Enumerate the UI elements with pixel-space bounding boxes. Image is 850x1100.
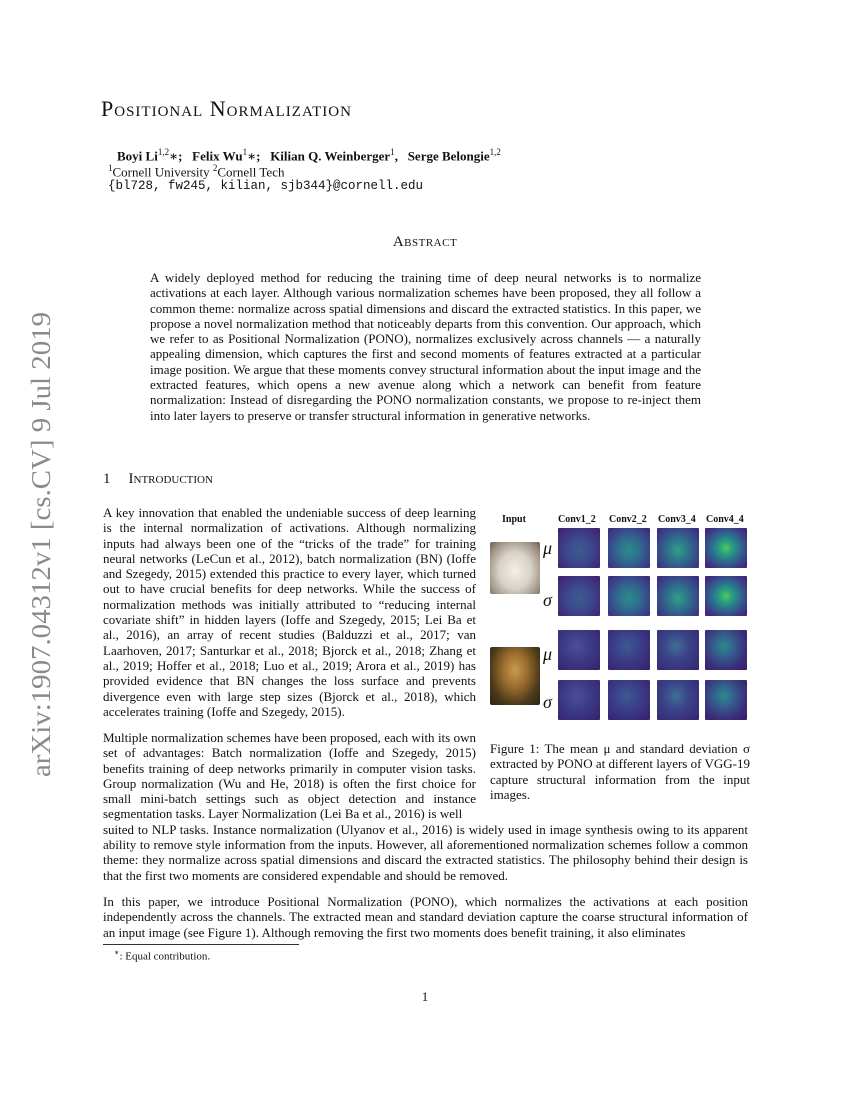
footnote-mark: ∗ [114,948,120,957]
author-emails: {bl728, fw245, kilian, sjb344}@cornell.edu [108,179,424,193]
feature-map [705,528,747,568]
author-affil: 1,2 [489,147,501,157]
feature-map [558,680,600,720]
affil-sup: 1 [108,163,113,173]
abstract-heading: Abstract [392,234,458,250]
paper-title: Positional Normalization [101,96,352,121]
arxiv-stamp-text: arXiv:1907.04312v1 [cs.CV] 9 Jul 2019 [26,342,56,777]
figure-1 [488,512,758,727]
paragraph: In this paper, we introduce Positional Normalization (PONO), which normalizes the activations at each position independently across the channels. The extracted mean and standard deviation capture the coarse structural information of an input image (see Figure 1). Although removing the first two moments does benefit training, it also eliminates [103,894,748,940]
author-name: Felix Wu [192,148,243,164]
feature-map [558,630,600,670]
author-name: Boyi Li [117,148,158,164]
paragraph: A key innovation that enabled the undeniable success of deep learning is the internal normalization of activations. Although normalizing inputs had always been one of the “tricks of the trade” for training neural networks (LeCun et al., 2012), batch normalization (BN) (Ioffe and Szegedy, 2015) extended this practice to every layer, which turned out to have crucial benefits for deep networks. While the success of normalization methods was initially attributed to “reducing internal covariate shift” in hidden layers (Ioffe and Szegedy, 2015; Lei Ba et al., 2016), an array of recent studies (Balduzzi et al., 2017; van Laarhoven, 2017; Santurkar et al., 2018; Bjorck et al., 2018; Zhang et al., 2019; Hoffer et al., 2018; Luo et al., 2019; Arora et al., 2019) has provided evidence that BN changes the loss surface and prevents divergence even with large step sizes (Bjorck et al., 2018), which accelerates training (Ioffe and Szegedy, 2015). [103,505,476,719]
row-symbol-mu: μ [543,644,553,664]
footnote-rule [103,944,299,945]
fig-col-label: Input [502,514,526,525]
feature-map [657,528,699,568]
author-list: Boyi Li$^{1,2}$∗; Felix Wu$^1$∗; Kilian Q. Weinberger$^1$, Serge Belongie$^{1,2}$ [117,147,501,164]
feature-map [558,528,600,568]
feature-map [657,630,699,670]
section-title: Introduction [128,471,213,487]
feature-map [608,680,650,720]
section-heading [103,471,213,488]
affil-inst: Cornell Tech [217,164,285,180]
paragraph-part: suited to NLP tasks. Instance normalization (Ulyanov et al., 2016) is widely used in image synthesis owing to its apparent ability to remove style information from the inputs. However, all aforementioned normalization schemes follow a common theme: they normalize across spatial dimensions and discard the extracted statistics. The philosophy behind their design is that the first two moments are considered expendable and should be removed. [103,821,748,883]
page-number: 1 [421,989,429,1004]
feature-map [705,630,747,670]
author-mark: ∗ [247,148,257,164]
author-mark: ∗ [169,148,179,164]
fig-col-label: Conv4_4 [706,514,744,525]
row-symbol-mu: μ [543,538,553,558]
footnote [114,948,210,963]
fig-col-label: Conv2_2 [609,514,647,525]
paragraph-part: Multiple normalization schemes have been proposed, each with its own set of advantages: Batch normalization (Ioffe and Szegedy, 2015) benefits training of deep networks primarily in computer vision tasks. Group normalization (Wu and He, 2018) is often the first choice for small mini-batch settings such as object detection and instance segmentation tasks. Layer Normalization (Lei Ba et al., 2016) is well [103,730,476,822]
cat-photo [490,542,540,594]
affil-inst: Cornell University [112,164,213,180]
author-name: Serge Belongie [407,148,490,164]
feature-map [705,680,747,720]
footnote-text: : Equal contribution. [119,950,211,963]
feature-map [657,576,699,616]
section-number: 1 [103,471,111,487]
abstract-text: A widely deployed method for reducing the training time of deep neural networks is to normalize activations at each layer. Although various normalization schemes have been proposed, they all follow a common theme: normalize across spatial dimensions and discard the extracted statistics. In this paper, we propose a novel normalization method that noticeably departs from this convention. Our approach, which we refer to as Positional Normalization (PONO), normalizes exclusively across channels — a naturally appealing dimension, which captures the first and second moments of features extracted at a particular image position. We argue that these moments convey structural information about the input image and the extracted features, which opens a new avenue along which a network can benefit from feature normalization: Instead of disregarding the PONO normalization constants, we propose to re-inject them into later layers to preserve or transfer structural information in generative networks. [150,270,701,423]
author-name: Kilian Q. Weinberger [270,148,391,164]
affiliations [108,163,284,180]
fig-col-label: Conv3_4 [658,514,696,525]
fig-col-label: Conv1_2 [558,514,596,525]
mona-lisa-photo [490,647,540,705]
feature-map [558,576,600,616]
row-symbol-sigma: σ [543,590,552,610]
feature-map [657,680,699,720]
author-affil: 1 [242,147,248,157]
affil-sup: 2 [212,163,218,173]
feature-map [608,576,650,616]
author-affil: 1,2 [157,147,170,157]
feature-map [705,576,747,616]
feature-map [608,528,650,568]
figure-caption: Figure 1: The mean μ and standard deviation σ extracted by PONO at different layers of VGG-19 capture structural information from the input images. [490,741,750,802]
author-affil: 1 [390,147,395,157]
feature-map [608,630,650,670]
row-symbol-sigma: σ [543,692,552,712]
arxiv-stamp [18,307,58,777]
